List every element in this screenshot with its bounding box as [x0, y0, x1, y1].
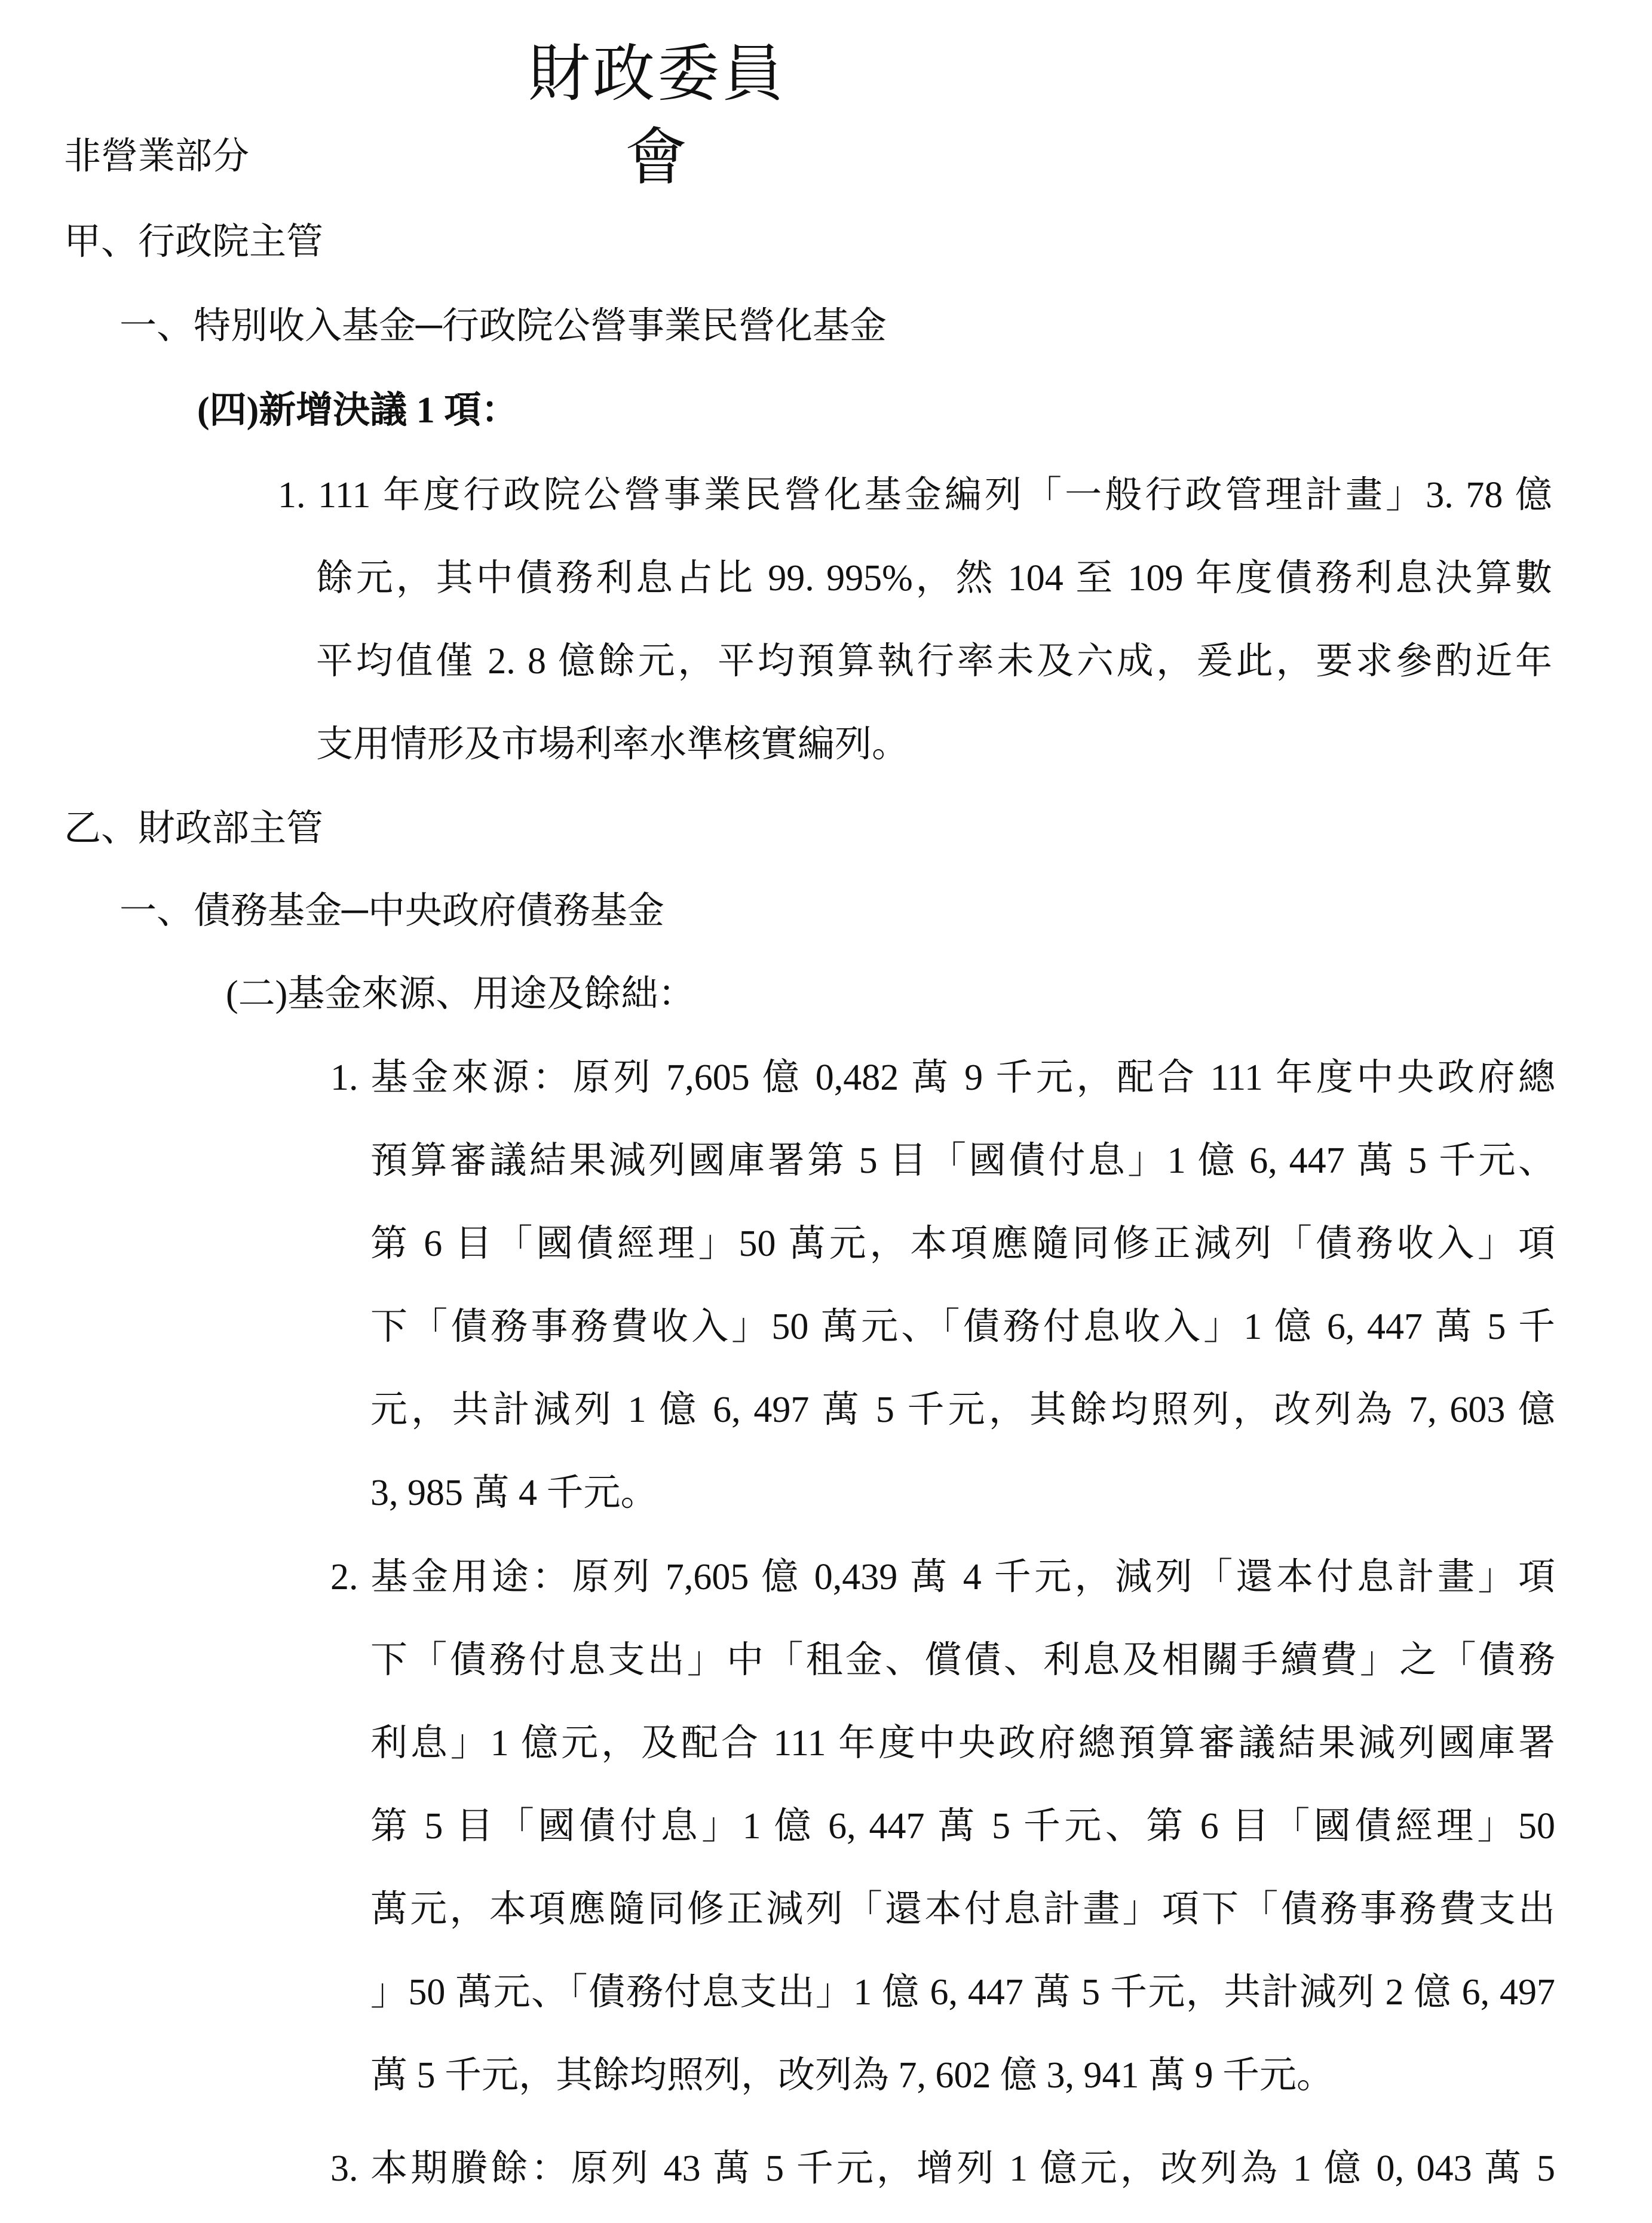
part-b-item-1: [330, 1037, 1555, 1535]
paragraph-line: 平均值僅 2. 8 億餘元，平均預算執行率未及六成，爰此，要求參酌近年: [316, 641, 1552, 682]
paragraph-line: 下「債務付息支出」中「租金、償債、利息及相關手續費」之「債務: [370, 1640, 1555, 1681]
part-b-subheading: (二)基金來源、用途及餘絀：: [226, 974, 695, 1014]
paragraph-line: 1. 111 年度行政院公營事業民營化基金編列「一般行政管理計畫」3. 78 億: [278, 475, 1552, 516]
part-b-item-2: [330, 1536, 1555, 2117]
paragraph-line: 支用情形及市場利率水準核實編列。: [316, 724, 909, 765]
paragraph-line: 3, 985 萬 4 千元。: [370, 1473, 658, 1513]
paragraph-line: 1. 基金來源：原列 7,605 億 0,482 萬 9 千元，配合 111 年度中央政府總: [330, 1057, 1555, 1098]
paragraph-line: 3. 本期賸餘：原列 43 萬 5 千元，增列 1 億元，改列為 1 億 0, 043 萬 5: [330, 2148, 1555, 2189]
paragraph-line: 利息」1 億元，及配合 111 年度中央政府總預算審議結果減列國庫署: [370, 1723, 1555, 1764]
part-a-item-1: [278, 454, 1552, 786]
paragraph-line: 2. 基金用途：原列 7,605 億 0,439 萬 4 千元，減列「還本付息計畫」項: [330, 1557, 1555, 1598]
part-a-heading: 甲、行政院主管: [64, 222, 324, 262]
part-a-subheading: (四)新增決議 1 項：: [197, 390, 519, 431]
paragraph-line: 元，共計減列 1 億 6, 497 萬 5 千元，其餘均照列，改列為 7, 603 億: [370, 1390, 1555, 1430]
paragraph-line: 第 5 目「國債付息」1 億 6, 447 萬 5 千元、第 6 目「國債經理」50: [370, 1806, 1555, 1847]
page-title: 財政委員會: [528, 40, 786, 192]
part-b-item-3: [330, 2127, 1555, 2210]
section-heading: 非營業部分: [64, 136, 250, 177]
paragraph-line: 萬元，本項應隨同修正減列「還本付息計畫」項下「債務事務費支出: [370, 1889, 1555, 1930]
paragraph-line: 餘元，其中債務利息占比 99. 995%，然 104 至 109 年度債務利息決算數: [316, 558, 1552, 599]
paragraph-line: 萬 5 千元，其餘均照列，改列為 7, 602 億 3, 941 萬 9 千元。: [370, 2055, 1334, 2096]
part-a-fund: 一、特別收入基金─行政院公營事業民營化基金: [119, 306, 887, 347]
paragraph-line: 預算審議結果減列國庫署第 5 目「國債付息」1 億 6, 447 萬 5 千元、: [370, 1140, 1555, 1181]
paragraph-line: 第 6 目「國債經理」50 萬元，本項應隨同修正減列「債務收入」項: [370, 1224, 1555, 1264]
part-b-heading: 乙、財政部主管: [64, 808, 324, 849]
part-b-fund: 一、債務基金─中央政府債務基金: [119, 891, 664, 931]
paragraph-line: 」50 萬元、「債務付息支出」1 億 6, 447 萬 5 千元，共計減列 2 億 6, 497: [370, 1972, 1555, 2013]
paragraph-line: 下「債務事務費收入」50 萬元、「債務付息收入」1 億 6, 447 萬 5 千: [370, 1307, 1555, 1347]
